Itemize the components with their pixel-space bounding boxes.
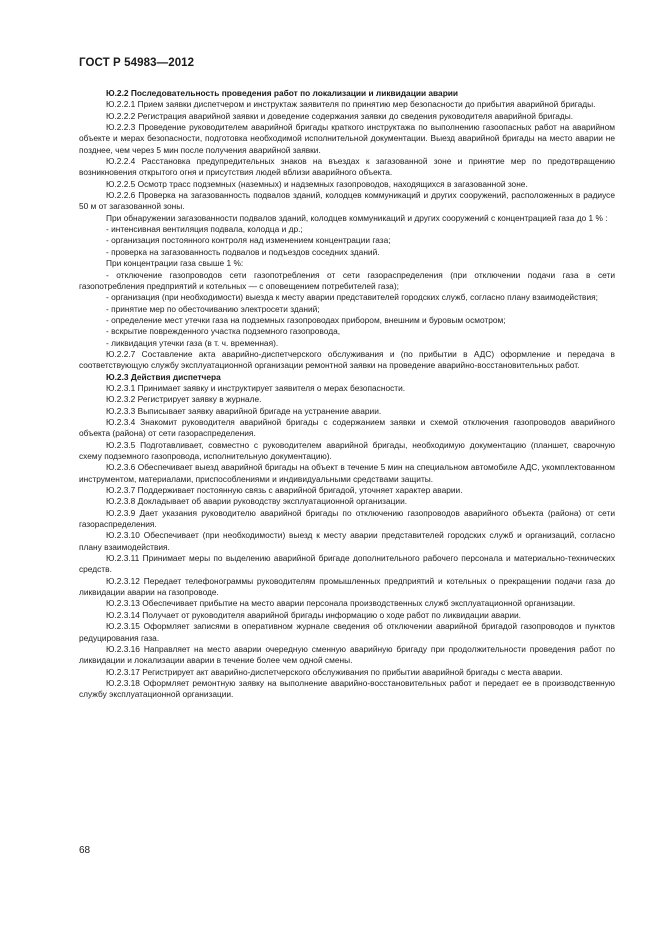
section-heading-s-2-3: Ю.2.3 Действия диспетчера — [106, 371, 221, 382]
paragraph-p-detect: При обнаружении загазованности подвалов зданий, колодцев коммуникаций и других сооружений с концентрацией газа до 1 % : — [106, 212, 608, 223]
paragraph-p-2-2-1: Ю.2.2.1 Прием заявки диспетчером и инструктаж заявителя по принятию мер безопасности до прибытия аварийной бригады. — [106, 99, 596, 110]
paragraph-p-2-3-6: Ю.2.3.6 Обеспечивает выезд аварийной бригады на объект в течение 5 мин на специальном автомобиле АДС, укомплектованном инструментом, материалами, приспособлениями и индивидуальными средствами защиты. — [79, 462, 615, 484]
paragraph-p-2-3-8: Ю.2.3.8 Докладывает об аварии руководству эксплуатационной организации. — [106, 496, 408, 507]
paragraph-li-2: - организация постоянного контроля над изменением концентрации газа; — [106, 235, 391, 246]
document-body — [79, 88, 615, 701]
page-number: 68 — [79, 845, 91, 856]
paragraph-p-2-3-4: Ю.2.3.4 Знакомит руководителя аварийной бригады с содержанием заявки и схемой отключения газопроводов аварийного объекта (района) от сети газораспределения. — [79, 416, 615, 439]
paragraph-li-8: - вскрытие поврежденного участка подземного газопровода, — [106, 326, 341, 337]
paragraph-p-2-2-4: Ю.2.2.4 Расстановка предупредительных знаков на въездах к загазованной зоне и принятие мер по предотвращению возникновения открытого огня и присутствия людей вблизи аварийного объекта. — [79, 156, 615, 178]
section-heading-s-2-2: Ю.2.2 Последовательность проведения работ по локализации и ликвидации аварии — [106, 88, 459, 98]
paragraph-p-2-3-14: Ю.2.3.14 Получает от руководителя аварийной бригады информацию о ходе работ по ликвидации аварии. — [106, 609, 522, 620]
paragraph-p-2-3-18: Ю.2.3.18 Оформляет ремонтную заявку на выполнение аварийно-восстановительных работ и передает ее в производственную службу эксплуатационной организации. — [79, 677, 615, 700]
paragraph-p-2-2-7: Ю.2.2.7 Составление акта аварийно-диспетчерского обслуживания и (по прибытии в АДС) оформление и передача в соответствующую службу эксплуатационной организации ремонтной заявки на проведение аварийно-восстановительных работ. — [79, 348, 615, 371]
paragraph-p-2-2-6: Ю.2.2.6 Проверка на загазованность подвалов зданий, колодцев коммуникаций и других сооружений, расположенных в радиусе 50 м от загазованной зоны. — [79, 190, 615, 212]
paragraph-li-6: - принятие мер по обесточиванию электросети зданий; — [106, 303, 320, 314]
paragraph-p-2-3-1: Ю.2.3.1 Принимает заявку и инструктирует заявителя о мерах безопасности. — [106, 382, 406, 393]
standard-header: ГОСТ Р 54983—2012 — [79, 57, 195, 69]
paragraph-p-2-2-3: Ю.2.2.3 Проведение руководителем аварийной бригады краткого инструктажа по выполнению газоопасных работ на аварийном объекте и мерах безопасности, подготовка необходимой исполнительной документации. Выезд аварийной бригады на место аварии не позднее, чем через 5 мин после получения аварийной заявки. — [79, 122, 615, 155]
paragraph-p-2-3-15: Ю.2.3.15 Оформляет записями в оперативном журнале сведения об отключении аварийной бригадой газопроводов и пунктов редуцирования газа. — [79, 621, 615, 643]
paragraph-p-2-3-17: Ю.2.3.17 Регистрирует акт аварийно-диспетчерского обслуживания по прибытии аварийной бригады с места аварии. — [106, 666, 563, 677]
paragraph-p-2-3-5: Ю.2.3.5 Подготавливает, совместно с руководителем аварийной бригады, необходимую документацию (планшет, сварочную схему подземного газопровода, исполнительную документацию). — [79, 439, 615, 461]
paragraph-li-5: - организация (при необходимости) выезда к месту аварии представителей городских служб, согласно плану взаимодействия; — [106, 292, 598, 303]
paragraph-p-2-3-12: Ю.2.3.12 Передает телефонограммы руководителям промышленных предприятий и котельных о прекращении подачи газа до ликвидации аварии на газопроводе. — [79, 575, 615, 598]
paragraph-p-2-3-7: Ю.2.3.7 Поддерживает постоянную связь с аварийной бригадой, уточняет характер аварии. — [106, 485, 463, 496]
paragraph-li-3: - проверка на загазованность подвалов и подъездов соседних зданий. — [106, 246, 380, 257]
paragraph-li-7: - определение мест утечки газа на подземных газопроводах прибором, внешним и буровым осмотром; — [106, 314, 506, 325]
paragraph-li-1: - интенсивная вентиляция подвала, колодца и др.; — [106, 224, 303, 235]
paragraph-p-2-3-16: Ю.2.3.16 Направляет на место аварии очередную сменную аварийную бригаду при продолжительности проведения работ по ликвидации и локализации аварии в течение более чем одной смены. — [79, 643, 615, 666]
paragraph-p-conc: При концентрации газа свыше 1 %: — [106, 258, 244, 269]
paragraph-li-9: - ликвидация утечки газа (в т. ч. временная). — [106, 337, 279, 348]
paragraph-p-2-3-13: Ю.2.3.13 Обеспечивает прибытие на место аварии персонала производственных служб эксплуатационной организации. — [106, 598, 576, 609]
paragraph-li-4: - отключение газопроводов сети газопотребления от сети газораспределения (при отключении подачи газа в сети газопотребления предприятий и котельных — с оповещением потребителей газа); — [79, 269, 615, 291]
paragraph-p-2-3-9: Ю.2.3.9 Дает указания руководителю аварийной бригады по отключению газопроводов аварийного объекта (района) от сети газораспределения. — [79, 507, 615, 530]
paragraph-p-2-2-2: Ю.2.2.2 Регистрация аварийной заявки и доведение содержания заявки до сведения руководителя аварийной бригады. — [106, 110, 574, 121]
paragraph-p-2-2-5: Ю.2.2.5 Осмотр трасс подземных (наземных) и надземных газопроводов, находящихся в загазованной зоне. — [106, 178, 528, 189]
paragraph-p-2-3-3: Ю.2.3.3 Выписывает заявку аварийной бригаде на устранение аварии. — [106, 405, 382, 416]
paragraph-p-2-3-2: Ю.2.3.2 Регистрирует заявку в журнале. — [106, 394, 262, 405]
paragraph-p-2-3-11: Ю.2.3.11 Принимает меры по выделению аварийной бригаде дополнительного рабочего персонала и материально-технических средств. — [79, 553, 615, 575]
paragraph-p-2-3-10: Ю.2.3.10 Обеспечивает (при необходимости) выезд к месту аварии представителей городских служб и организаций, согласно плану взаимодействия. — [79, 530, 615, 552]
